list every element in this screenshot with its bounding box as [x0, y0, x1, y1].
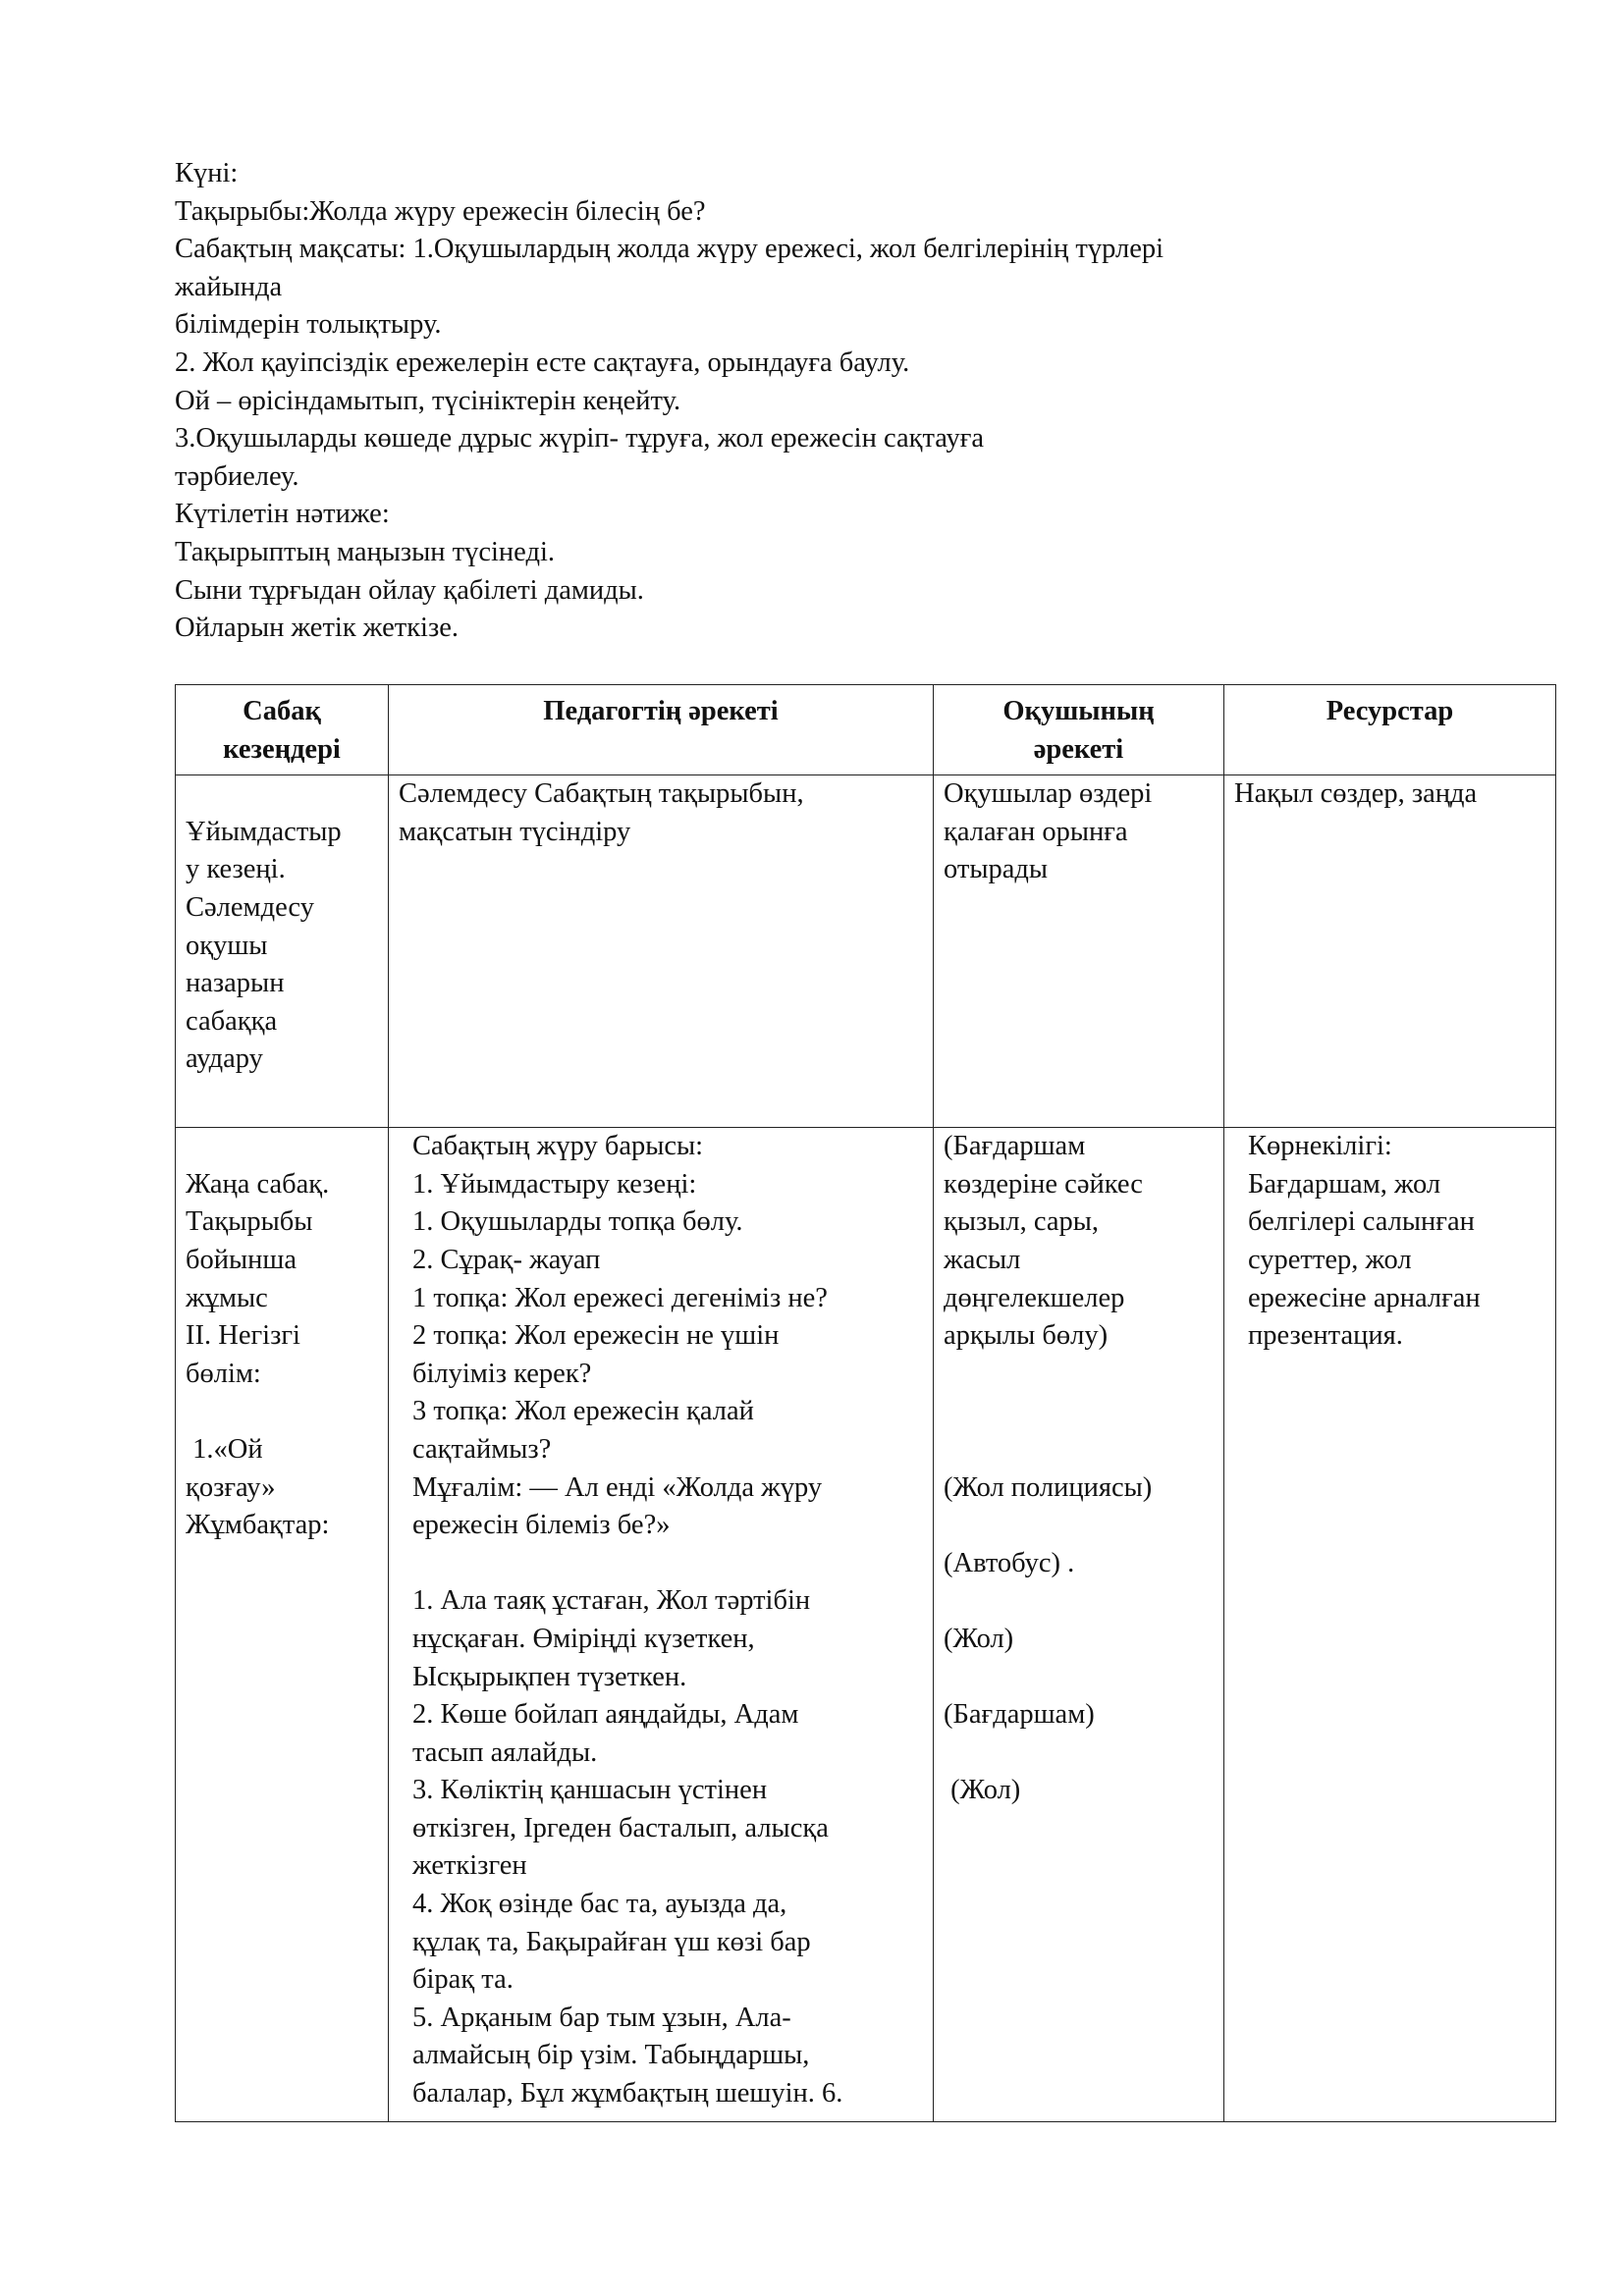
cell-text-line — [944, 1431, 1214, 1469]
expected-result-line: Ойларын жетік жеткізе. — [175, 613, 460, 644]
cell-text-line: (Жол полициясы) — [944, 1471, 1153, 1503]
goal-line: жайында — [175, 271, 283, 302]
expected-result-line: Сыни тұрғыдан ойлау қабілеті дамиды. — [175, 574, 644, 606]
cell-text-line — [186, 1128, 378, 1166]
cell-text-line: Мұғалім: — Ал енді «Жолда жүру — [412, 1471, 823, 1503]
cell-text-line: жұмыс — [186, 1282, 268, 1313]
cell-text-line: белгілері салынған — [1248, 1206, 1475, 1238]
cell-text-line: сабаққа — [186, 1005, 278, 1037]
cell-text-line: Жаңа сабақ. — [186, 1168, 330, 1200]
student-cell — [934, 1128, 1224, 2122]
cell-text-line: жеткізген — [412, 1850, 527, 1882]
cell-text-line: тасып аялайды. — [412, 1736, 598, 1768]
resources-cell — [1224, 1128, 1556, 2122]
expected-result-heading: Күтілетін нәтиже: — [175, 499, 390, 530]
cell-text-line: сақтаймыз? — [412, 1433, 552, 1465]
goal-line: Сабақтың мақсаты: 1.Оқушылардың жолда жүру ережесі, жол белгілерінің түрлері — [175, 234, 1164, 265]
header-student — [934, 685, 1224, 775]
cell-text-line: у кезеңі. — [186, 854, 286, 885]
cell-text-line — [186, 775, 378, 814]
cell-text-line — [944, 1356, 1214, 1394]
lesson-intro — [175, 155, 1392, 648]
header-text: Сабақ — [243, 696, 321, 726]
student-cell — [934, 775, 1224, 1128]
cell-text-line — [944, 1582, 1214, 1621]
cell-text-line — [944, 1659, 1214, 1697]
cell-text-line: мақсатын түсіндіру — [399, 816, 631, 847]
cell-text-line: Ұйымдастыр — [186, 816, 342, 847]
goal-line: тәрбиелеу. — [175, 460, 299, 492]
cell-text-line: Бағдаршам, жол — [1248, 1168, 1441, 1200]
cell-text-line: арқылы бөлу) — [944, 1320, 1109, 1352]
cell-text-line: Сабақтың жүру барысы: — [412, 1131, 704, 1162]
cell-text-line: (Бағдаршам — [944, 1131, 1086, 1162]
header-text: Педагогтің әрекеті — [543, 696, 779, 726]
cell-text-line: бөлім: — [186, 1358, 261, 1389]
table-row — [176, 775, 1556, 1128]
header-resources — [1224, 685, 1556, 775]
cell-text-line: Жұмбақтар: — [186, 1510, 330, 1541]
header-text: кезеңдері — [223, 733, 341, 765]
cell-text-line: ережесіне арналған — [1248, 1282, 1481, 1313]
cell-text-line: балалар, Бұл жұмбақтың шешуін. 6. — [412, 2078, 843, 2109]
cell-text-line: бірақ та. — [412, 1964, 514, 1996]
cell-text-line: бойынша — [186, 1244, 297, 1275]
cell-text-line: 5. Арқаным бар тым ұзын, Ала- — [412, 2002, 791, 2033]
cell-text-line: (Жол) — [944, 1623, 1014, 1654]
goal-line: 3.Оқушыларды көшеде дұрыс жүріп- тұруға, жол ережесін сақтауға — [175, 423, 985, 454]
lesson-plan-table — [175, 684, 1556, 2122]
cell-text-line — [944, 1507, 1214, 1545]
header-text: Оқушының — [1002, 696, 1155, 726]
cell-text-line: 1 топқа: Жол ережесі дегеніміз не? — [412, 1282, 828, 1313]
cell-text-line: қызыл, сары, — [944, 1206, 1100, 1238]
cell-text-line: Тақырыбы — [186, 1206, 313, 1238]
cell-text-line: жасыл — [944, 1244, 1021, 1275]
resources-cell — [1224, 775, 1556, 1128]
cell-text-line: аудару — [186, 1043, 263, 1075]
header-teacher — [389, 685, 934, 775]
table-header-row — [176, 685, 1556, 775]
expected-result-line: Тақырыптың маңызын түсінеді. — [175, 536, 555, 567]
cell-text-line: 2. Сұрақ- жауап — [412, 1244, 601, 1275]
cell-text-line: оқушы — [186, 930, 268, 961]
goal-line: 2. Жол қауіпсіздік ережелерін есте сақтауға, орындауға баулу. — [175, 347, 910, 378]
cell-text-line: презентация. — [1248, 1320, 1403, 1352]
goal-line: Ой – өрісіндамытып, түсініктерін кеңейту. — [175, 385, 681, 416]
cell-text-line: Оқушылар өздері — [944, 778, 1153, 810]
cell-text-line: Нақыл сөздер, заңда — [1234, 778, 1478, 810]
cell-text-line: суреттер, жол — [1248, 1244, 1412, 1275]
cell-text-line: дөңгелекшелер — [944, 1282, 1125, 1313]
topic-line: Тақырыбы:Жолда жүру ережесін білесің бе? — [175, 195, 706, 227]
table-row — [176, 1128, 1556, 2122]
header-text: Ресурстар — [1326, 696, 1454, 726]
cell-text-line — [944, 1393, 1214, 1431]
cell-text-line: нұсқаған. Өміріңді күзеткен, — [412, 1623, 755, 1654]
cell-text-line: алмайсың бір үзім. Табыңдаршы, — [412, 2040, 810, 2071]
cell-text-line: Көрнекілігі: — [1248, 1131, 1392, 1162]
cell-text-line: 2. Көше бойлап аяңдайды, Адам — [412, 1699, 799, 1731]
goal-line: білімдерін толықтыру. — [175, 309, 442, 341]
cell-text-line: көздеріне сәйкес — [944, 1168, 1143, 1200]
teacher-cell — [389, 1128, 934, 2122]
cell-text-line: 3. Көліктің қаншасын үстінен — [412, 1775, 768, 1806]
cell-text-line: отырады — [944, 854, 1049, 885]
cell-text-line: Ысқырықпен түзеткен. — [412, 1661, 687, 1692]
cell-text-line — [412, 1545, 923, 1583]
cell-text-line: қозғау» — [186, 1471, 276, 1503]
cell-text-line: 1.«Ой — [186, 1433, 263, 1465]
cell-text-line: білуіміз керек? — [412, 1358, 592, 1389]
cell-text-line: Сәлемдесу Сабақтың тақырыбын, — [399, 778, 804, 810]
cell-text-line — [186, 1393, 378, 1431]
cell-text-line: өткізген, Іргеден басталып, алысқа — [412, 1812, 829, 1843]
header-stage — [176, 685, 389, 775]
date-line: Күні: — [175, 158, 239, 188]
cell-text-line: 1. Ала таяқ ұстаған, Жол тәртібін — [412, 1585, 811, 1617]
cell-text-line: 3 топқа: Жол ережесін қалай — [412, 1396, 754, 1427]
header-text: әрекеті — [1033, 733, 1124, 765]
cell-text-line: құлақ та, Бақырайған үш көзі бар — [412, 1926, 811, 1957]
cell-text-line: 1. Ұйымдастыру кезеңі: — [412, 1168, 697, 1200]
cell-text-line: назарын — [186, 968, 285, 999]
cell-text-line: қалаған орынға — [944, 816, 1128, 847]
stage-cell — [176, 775, 389, 1128]
cell-text-line — [944, 1735, 1214, 1773]
cell-text-line: ережесін білеміз бе?» — [412, 1510, 671, 1541]
stage-cell — [176, 1128, 389, 2122]
cell-text-line: ІІ. Негізгі — [186, 1320, 300, 1352]
cell-text-line: 2 топқа: Жол ережесін не үшін — [412, 1320, 780, 1352]
cell-text-line: (Бағдаршам) — [944, 1699, 1095, 1731]
cell-text-line: (Автобус) . — [944, 1547, 1075, 1578]
cell-text-line: (Жол) — [944, 1775, 1021, 1806]
cell-text-line: 1. Оқушыларды топқа бөлу. — [412, 1206, 743, 1238]
teacher-cell — [389, 775, 934, 1128]
cell-text-line: Сәлемдесу — [186, 891, 314, 923]
cell-text-line: 4. Жоқ өзінде бас та, ауызда да, — [412, 1889, 787, 1920]
